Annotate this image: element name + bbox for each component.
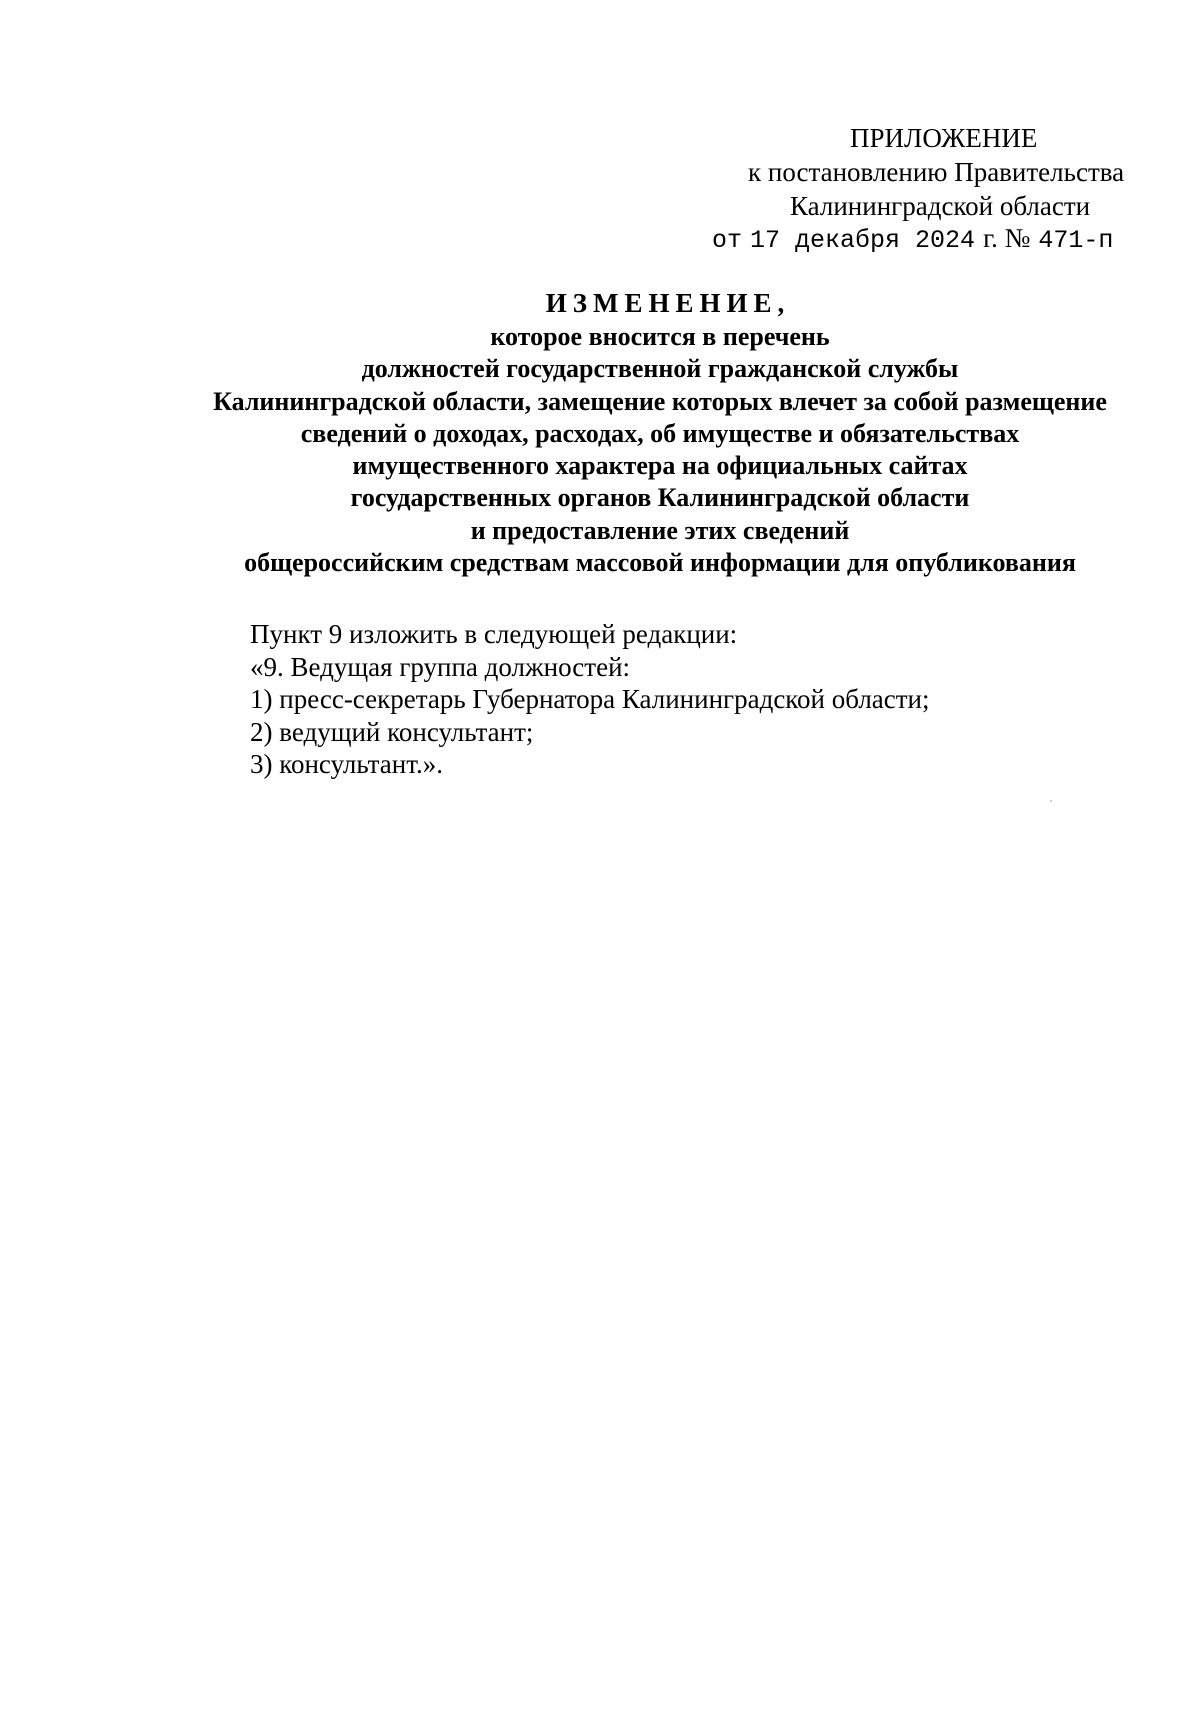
body-line: 3) консультант.». (250, 749, 443, 779)
document-body (250, 618, 930, 781)
year-number-suffix: г. № (983, 223, 1031, 253)
resolution-date: 17 декабря 2024 (750, 226, 976, 255)
appendix-region-line: Калининградской области (790, 191, 1091, 221)
appendix-resolution-line: к постановлению Правительства (748, 157, 1125, 187)
subtitle-line: имущественного характера на официальных сайтах (352, 451, 968, 481)
body-line: Пункт 9 изложить в следующей редакции: (250, 619, 738, 649)
body-line: 2) ведущий консультант; (250, 716, 534, 747)
scan-speck (1050, 800, 1052, 802)
appendix-title: ПРИЛОЖЕНИЕ (850, 123, 1038, 153)
subtitle-line: которое вносится в перечень (490, 322, 830, 351)
resolution-number: 471-п (1038, 226, 1114, 255)
subtitle-line: сведений о доходах, расходах, об имуществе и обязательствах (300, 418, 1020, 448)
body-line: «9. Ведущая группа должностей: (250, 651, 631, 682)
subtitle-line: Калининградской области, замещение которых влечет за собой размещение (213, 386, 1107, 416)
subtitle-line: государственных органов Калининградской области (350, 483, 970, 513)
subtitle-line: должностей государственной гражданской службы (361, 354, 959, 384)
subtitle-line: общероссийским средствам массовой информации для опубликования (244, 548, 1076, 578)
resolution-date-number (712, 221, 1113, 258)
document-title: ИЗМЕНЕНИЕ, (545, 288, 791, 318)
date-prefix: от (712, 226, 743, 255)
subtitle-line: и предоставление этих сведений (470, 515, 850, 545)
body-line: 1) пресс-секретарь Губернатора Калининградской области; (250, 684, 930, 714)
document-subtitle (160, 321, 1160, 579)
